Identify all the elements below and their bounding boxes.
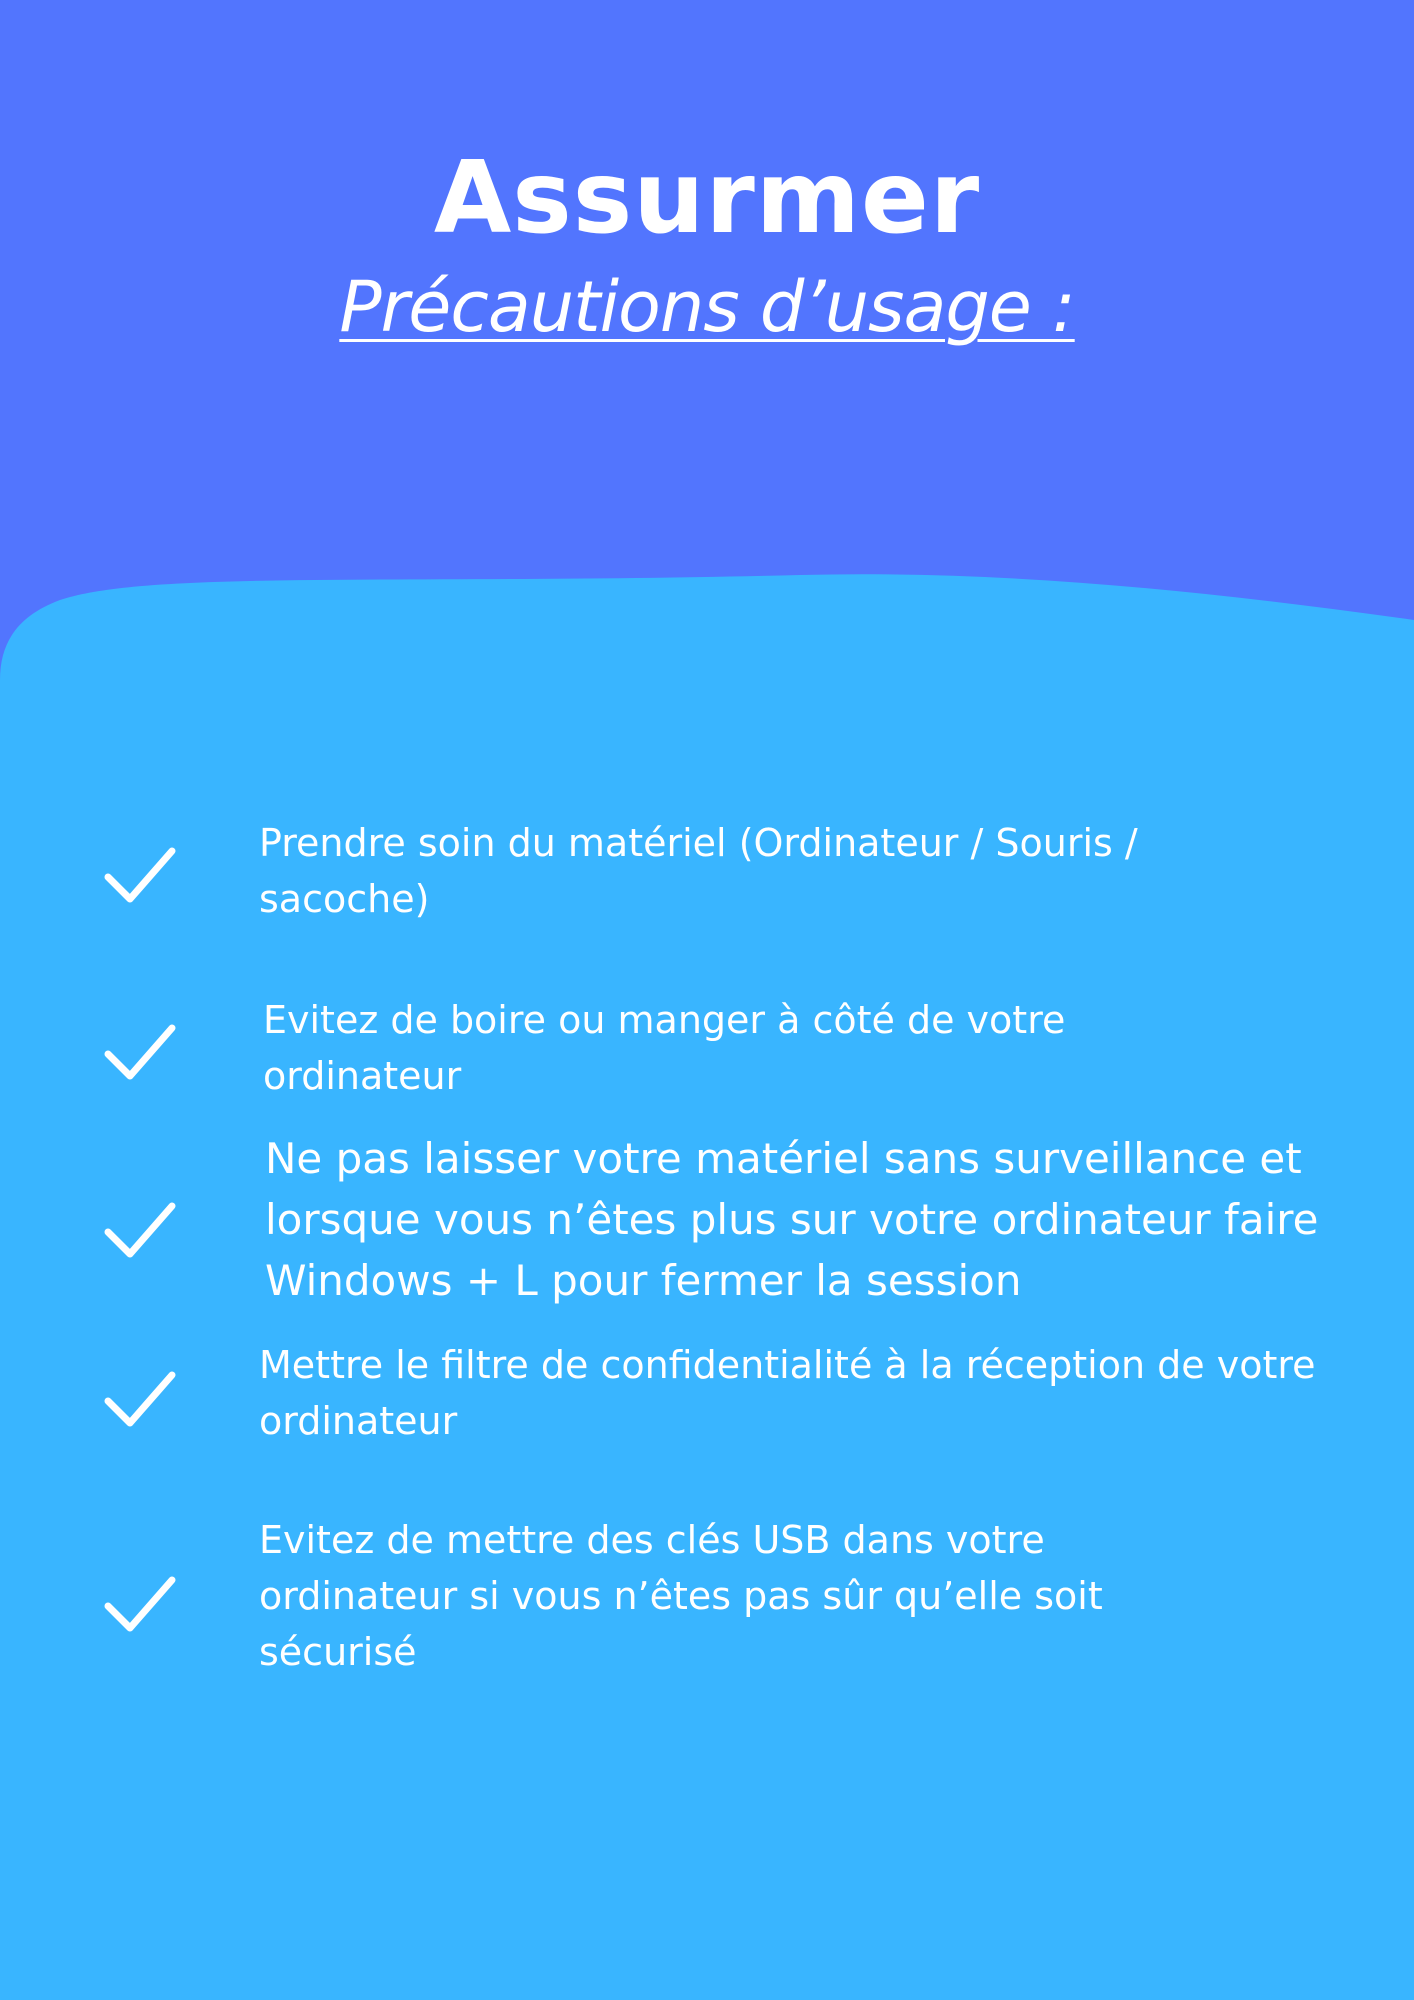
page-title: Assurmer <box>433 139 981 256</box>
checkmark-icon <box>104 1369 176 1429</box>
checkmark-icon <box>104 845 176 905</box>
list-item-text: Prendre soin du matériel (Ordinateur / Souris / sacoche) <box>259 821 1138 921</box>
checkmark-icon <box>104 1022 176 1082</box>
list-item-text: Ne pas laisser votre matériel sans surveillance et lorsque vous n’êtes plus sur votre ordinateur faire Windows + L pour fermer la session <box>265 1134 1319 1305</box>
checkmark-icon <box>104 1200 176 1260</box>
checkmark-icon <box>104 1574 176 1634</box>
list-item-text: Evitez de boire ou manger à côté de votre ordinateur <box>263 998 1066 1098</box>
list-item-text: Evitez de mettre des clés USB dans votre ordinateur si vous n’êtes pas sûr qu’elle soit sécurisé <box>259 1518 1103 1674</box>
page-subtitle: Précautions d’usage : <box>339 266 1075 348</box>
header <box>0 140 1414 352</box>
list-item-text: Mettre le filtre de confidentialité à la réception de votre ordinateur <box>259 1343 1316 1443</box>
